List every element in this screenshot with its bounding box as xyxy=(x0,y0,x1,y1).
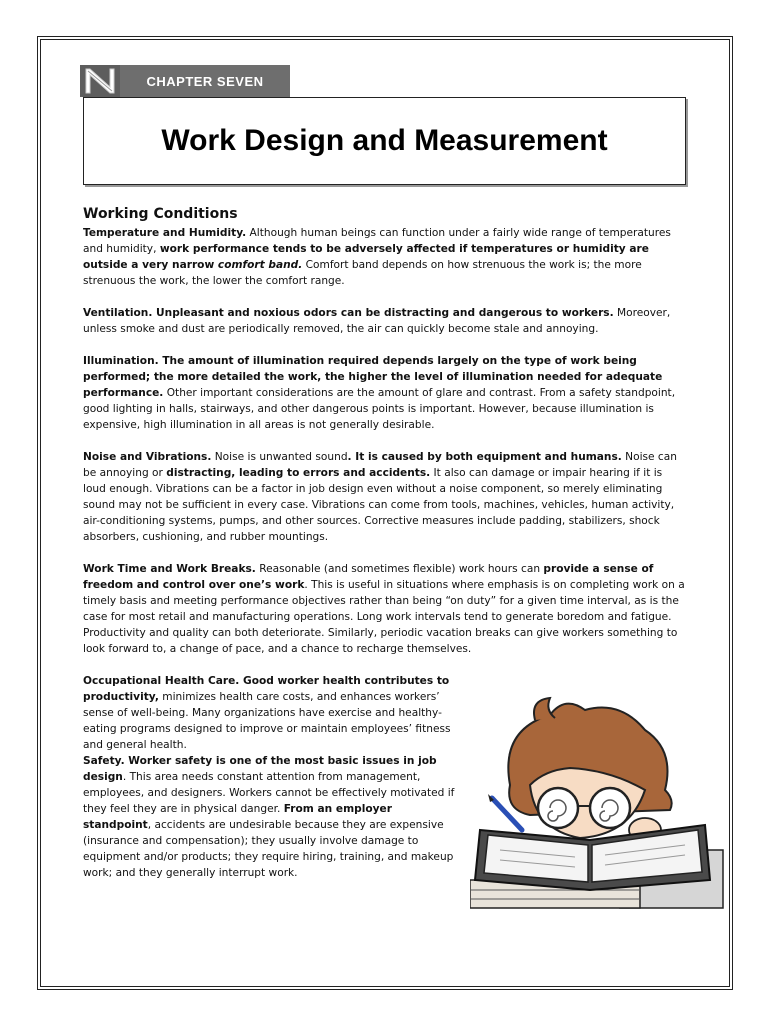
paragraph-noise: Noise and Vibrations. Noise is unwanted sound. It is caused by both equipment and humans. Noise can be annoying or distracting, leading to errors and accidents. It also can damage or impair hearing if it is loud enough. Vibrations can be a factor in job design even without a noise component, so merely eliminating sound may not be sufficient in every case. Vibrations can come from tools, machines, vehicles, human activity, air-conditioning systems, pumps, and other sources. Corrective measures include padding, stabilizers, shock absorbers, cushioning, and rubber mountings. xyxy=(83,451,677,543)
paragraph-illumination: Illumination. The amount of illumination required depends largely on the type of work being performed; the more detailed the work, the higher the level of illumination needed for adequate performance. Other important considerations are the amount of glare and contrast. From a safety standpoint, good lighting in halls, stairways, and other dangerous points is important. However, because illumination is expensive, high illumination in all areas is not generally desirable. xyxy=(83,355,676,431)
paragraph-ventilation: Ventilation. Unpleasant and noxious odors can be distracting and dangerous to workers. Moreover, unless smoke and dust are periodically removed, the air can quickly become stale and annoying. xyxy=(83,307,671,335)
paragraph-worktime: Work Time and Work Breaks. Reasonable (and sometimes flexible) work hours can provide a sense of freedom and control over one’s work. This is useful in situations where emphasis is on completing work on a timely basis and meeting performance objectives rather than being “on duty” for a given time interval, as is the case for most retail and manufacturing operations. Long work intervals tend to generate boredom and fatigue. Productivity and quality can both deteriorate. Similarly, periodic vacation breaks can give workers something to look forward to, a change of pace, and a chance to recharge themselves. xyxy=(83,563,685,655)
student-studying-cartoon xyxy=(470,690,725,910)
title-box xyxy=(83,97,686,185)
paragraph-temperature: Temperature and Humidity. Although human beings can function under a fairly wide range of temperatures and humidity, work performance tends to be adversely affected if temperatures or humidity are outside a very narrow comfort band. Comfort band depends on how strenuous the work is; the more strenuous the work, the lower the comfort range. xyxy=(83,227,671,287)
section-heading: Working Conditions xyxy=(83,206,238,222)
paragraph-health: Occupational Health Care. Good worker health contributes to productivity, minimizes health care costs, and enhances workers’ sense of well-being. Many organizations have exercise and healthy-eating programs designed to improve or maintain employees’ fitness and general health. xyxy=(83,675,451,751)
paragraph-safety: Safety. Worker safety is one of the most basic issues in job design. This area needs constant attention from management, employees, and designers. Workers cannot be effectively motivated if they feel they are in physical danger. From an employer standpoint, accidents are undesirable because they are expensive (insurance and compensation); they usually involve damage to equipment and/or products; they require hiring, training, and makeup work; and they generally interrupt work. xyxy=(83,755,455,879)
narrow-column xyxy=(83,673,455,881)
page-title: Work Design and Measurement xyxy=(161,124,608,157)
chapter-label: CHAPTER SEVEN xyxy=(120,65,290,97)
n-logo-icon xyxy=(80,65,120,97)
